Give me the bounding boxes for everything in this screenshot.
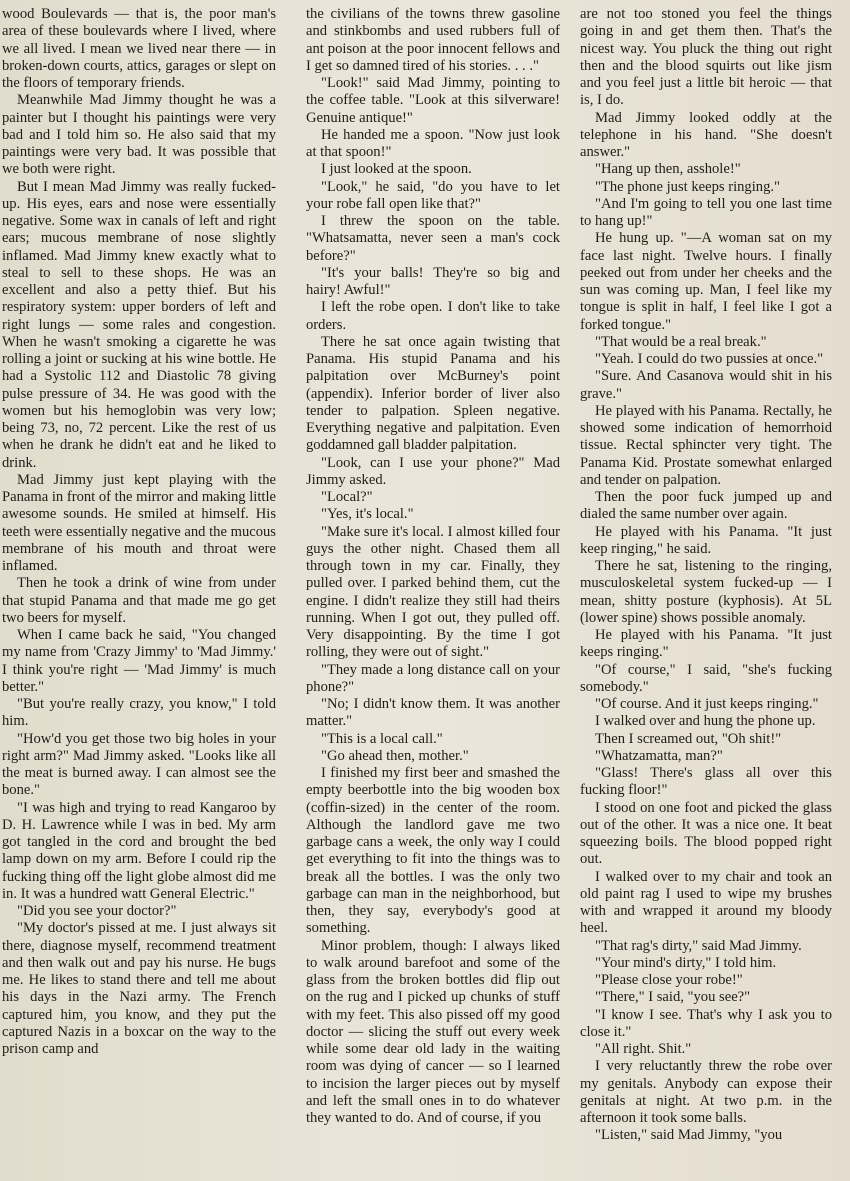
paragraph: He played with his Panama. Rectally, he showed some indication of hemorrhoid tissue. Rectal sphincter very tight. The Panama Kid. Prostate somewhat enlarged and tender on palpation. <box>580 402 832 488</box>
paragraph: "This is a local call." <box>321 730 443 747</box>
paragraph: Then he took a drink of wine from under that stupid Panama and that made me go get two beers for myself. <box>2 575 276 626</box>
paragraph: are not too stoned you feel the things going in and get them then. That's the nicest way. You pluck the thing out right then and the blood squirts out like jism and you feel just a little bit heroic — that is, I do. <box>580 6 832 109</box>
paragraph: Then I screamed out, "Oh shit!" <box>595 730 782 747</box>
paragraph: Meanwhile Mad Jimmy thought he was a painter but I thought his paintings were very bad and I told him so. He also said that my paintings were very bad. It was possible that we both were right. <box>2 92 276 178</box>
paragraph: "Listen," said Mad Jimmy, "you <box>595 1127 783 1144</box>
paragraph: "It's your balls! They're so big and hairy! Awful!" <box>306 264 560 298</box>
paragraph: "Did you see your doctor?" <box>17 903 177 919</box>
paragraph: "Look, can I use your phone?" Mad Jimmy asked. <box>306 454 560 488</box>
paragraph: I walked over and hung the phone up. <box>595 713 816 730</box>
paragraph: "All right. Shit." <box>595 1041 692 1057</box>
paragraph: I walked over to my chair and took an old paint rag I used to wipe my brushes with and wrapped it around my bloody heel. <box>580 868 832 937</box>
text-column-3 <box>580 6 832 1181</box>
paragraph: "But you're really crazy, you know," I told him. <box>2 696 276 730</box>
paragraph: Mad Jimmy just kept playing with the Panama in front of the mirror and making little awesome sounds. He smiled at himself. His teeth were essentially negative and the mucous membrane of his mouth and throat were inflamed. <box>2 471 276 574</box>
paragraph: "Make sure it's local. I almost killed four guys the other night. Chased them all through town in my car. Finally, they pulled over. I parked behind them, cut the engine. I didn't realize they still had theirs running. When I got out, they pulled off. Very disappointing. By the time I got rolling, they were out of sight." <box>306 523 560 661</box>
paragraph: "There," I said, "you see?" <box>595 989 751 1006</box>
paragraph: I just looked at the spoon. <box>321 161 472 178</box>
paragraph: "Look," he said, "do you have to let your robe fall open like that?" <box>306 178 560 212</box>
paragraph: "That would be a real break." <box>595 333 767 350</box>
paragraph: I threw the spoon on the table. "Whatsamatta, never seen a man's cock before?" <box>306 213 560 264</box>
paragraph: "Yes, it's local." <box>321 506 414 523</box>
paragraph: "Your mind's dirty," I told him. <box>595 954 777 971</box>
paragraph: wood Boulevards — that is, the poor man's area of these boulevards where I lived, where we all lived. I mean we lived near there — in broken-down courts, attics, garages or slept on the floors of temporary friends. <box>2 6 276 91</box>
paragraph: I left the robe open. I don't like to take orders. <box>306 299 560 333</box>
paragraph: He played with his Panama. "It just keeps ringing." <box>580 627 832 661</box>
paragraph: When I came back he said, "You changed my name from 'Crazy Jimmy' to 'Mad Jimmy.' I think you're right — 'Mad Jimmy' is much better." <box>2 627 276 695</box>
paragraph: "Glass! There's glass all over this fucking floor!" <box>580 765 832 799</box>
paragraph: Then the poor fuck jumped up and dialed the same number over again. <box>580 489 832 523</box>
paragraph: "Of course. And it just keeps ringing." <box>595 696 819 712</box>
paragraph: There he sat, listening to the ringing, musculoskeletal system fucked-up — I mean, shitty posture (kyphosis). At 5L (lower spine) shows possible anomaly. <box>580 558 832 626</box>
paragraph: Minor problem, though: I always liked to walk around barefoot and some of the glass from the broken bottles did flip out on the rug and I picked up chunks of stuff with my feet. This also pissed off my good doctor — slicing the stuff out every week while some dear old lady in the waiting room was dying of cancer — so I learned to incision the larger pieces out by myself and left the small ones in to do whatever they wanted to do. And of course, if you <box>306 937 560 1126</box>
paragraph: He hung up. "—A woman sat on my face last night. Twelve hours. I finally peeked out from under her cheeks and the sun was coming up. Man, I feel like my tongue is split in half, I feel like I got a forked tongue." <box>580 230 832 333</box>
paragraph: "The phone just keeps ringing." <box>595 178 780 195</box>
paragraph: I very reluctantly threw the robe over my genitals. Anybody can expose their genitals at night. At two p.m. in the afternoon it took some balls. <box>580 1058 832 1126</box>
paragraph: Mad Jimmy looked oddly at the telephone in his hand. "She doesn't answer." <box>580 109 832 160</box>
paragraph: "Yeah. I could do two pussies at once." <box>595 351 824 367</box>
text-column-1 <box>2 6 276 1181</box>
paragraph: I finished my first beer and smashed the empty beerbottle into the big wooden box (coffin-sized) in the center of the room. Although the landlord gave me two garbage cans a week, the only way I could get everything to fit into the things was to break all the bottles. I was the only two garbage can man in the neighborhood, but then, they say, everybody's good at something. <box>306 765 560 937</box>
text-column-2 <box>306 6 560 1181</box>
paragraph: "How'd you get those two big holes in your right arm?" Mad Jimmy asked. "Looks like all the meat is burned away. I can almost see the bone." <box>2 730 276 799</box>
paragraph: "Whatzamatta, man?" <box>595 747 723 764</box>
paragraph: But I mean Mad Jimmy was really fucked-up. His eyes, ears and nose were essentially negative. Some wax in canals of left and right ears; mucous membrane of nose slightly inflamed. Mad Jimmy knew exactly what to steal to sell to these shops. He was an excellent and also a petty thief. But his respiratory system: upper borders of left and right lungs — some rales and congestion. When he wasn't smoking a cigarette he was rolling a joint or sucking at his wine bottle. He had a Systolic 112 and Diastolic 78 giving pulse pressure of 34. He was good with the women but his hemoglobin was very low; being 73, no, 72 percent. Like the rest of us when he drank he didn't eat and he liked to drink. <box>2 178 276 471</box>
paragraph: He played with his Panama. "It just keep ringing," he said. <box>580 523 832 557</box>
paragraph: "I was high and trying to read Kangaroo by D. H. Lawrence while I was in bed. My arm got tangled in the cord and brought the bed lamp down on my arm. Before I could rip the fucking thing off the light globe almost did me in. It was a hundred watt General Electric." <box>2 799 276 902</box>
paragraph: "And I'm going to tell you one last time to hang up!" <box>580 195 832 229</box>
paragraph: "I know I see. That's why I ask you to close it." <box>580 1006 832 1040</box>
paragraph: "Go ahead then, mother." <box>321 747 469 764</box>
paragraph: "That rag's dirty," said Mad Jimmy. <box>595 937 802 954</box>
paragraph: "They made a long distance call on your phone?" <box>306 661 560 695</box>
paragraph: I stood on one foot and picked the glass out of the other. It was a nice one. It beat squeezing boils. The blood popped right out. <box>580 799 832 868</box>
paragraph: He handed me a spoon. "Now just look at that spoon!" <box>306 126 560 160</box>
paragraph: the civilians of the towns threw gasoline and stinkbombs and used rubbers full of ant poison at the poor innocent fellows and I get so damned tired of his stories. . . ." <box>306 6 560 74</box>
paragraph: "Hang up then, asshole!" <box>595 161 741 178</box>
paragraph: There he sat once again twisting that Panama. His stupid Panama and his palpitation over McBurney's point (appendix). Inferior border of liver also tender to palpation. Spleen negative. Everything negative and palpitation. Even goddamned gall bladder palpitation. <box>306 333 560 454</box>
paragraph: "Local?" <box>321 489 373 505</box>
paragraph: "Please close your robe!" <box>595 972 743 988</box>
paragraph: "Of course," I said, "she's fucking somebody." <box>580 661 832 695</box>
paragraph: "Sure. And Casanova would shit in his grave." <box>580 368 832 402</box>
paragraph: "My doctor's pissed at me. I just always sit there, diagnose myself, recommend treatment and then walk out and pay his nurse. He bugs me. He likes to stand there and tell me about his days in the Nazi army. The French captured him, you know, and they put the captured Nazis in a boxcar on the way to the prison camp and <box>2 920 276 1057</box>
paragraph: "No; I didn't know them. It was another matter." <box>306 696 560 730</box>
paragraph: "Look!" said Mad Jimmy, pointing to the coffee table. "Look at this silverware! Genuine antique!" <box>306 75 560 126</box>
